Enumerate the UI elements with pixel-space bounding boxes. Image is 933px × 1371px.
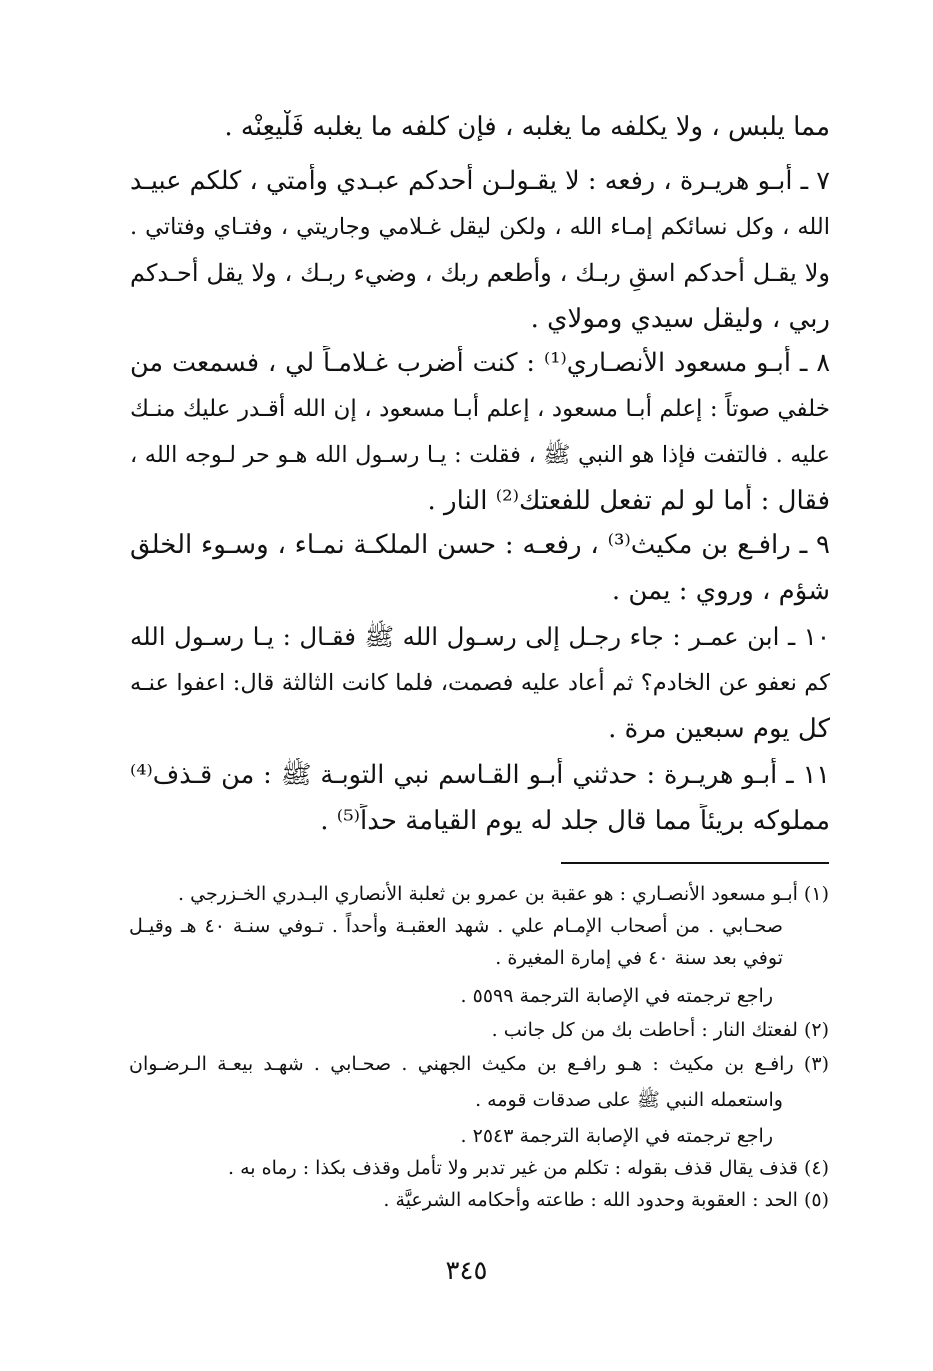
body-line: خلفي صوتاً : إعلم أبـا مسعود ، إعلم أبـا مسعود ، إن الله أقـدر عليك منـك: [130, 396, 830, 422]
body-line: مملوكه بريئاً مما قال جلد له يوم القيامة حداً⁽⁵⁾ .: [320, 806, 830, 836]
footnote-line: (٢) لفعتك النار : أحاطت بك من كل جانب .: [491, 1019, 829, 1041]
body-line: ربي ، وليقل سيدي ومولاي .: [530, 304, 830, 334]
body-line: ٧ ـ أبـو هريـرة ، رفعه : لا يقـولـن أحدكم عبـدي وأمتي ، كلكم عبيـد: [130, 166, 830, 196]
body-line: كم نعفو عن الخادم؟ ثم أعاد عليه فصمت، فلما كانت الثالثة قال: اعفوا عنـه: [130, 670, 830, 696]
footnote-line: راجع ترجمته في الإصابة الترجمة ٥٥٩٩ .: [460, 985, 773, 1007]
footnote-line: (١) أبـو مسعود الأنصـاري : هو عقبة بن عمرو بن ثعلبة الأنصاري البـدري الخـزرجي .: [178, 883, 829, 905]
body-line: شؤم ، وروي : يمن .: [611, 576, 830, 606]
body-line: ولا يقـل أحدكم اسقِ ربـك ، وأطعم ربك ، وضيء ربـك ، ولا يقل أحـدكم: [130, 259, 830, 287]
footnote-separator: [561, 862, 829, 864]
body-line: الله ، وكل نسائكم إمـاء الله ، ولكن ليقل غـلامي وجاريتي ، وفتـاي وفتاتي .: [130, 214, 830, 240]
footnote-line: (٤) قذف يقال قذف بقوله : تكلم من غير تدبر ولا تأمل وقذف بكذا : رماه به .: [228, 1157, 829, 1179]
footnote-line: توفي بعد سنة ٤٠ في إمارة المغيرة .: [495, 947, 783, 969]
footnote-line: (٥) الحد : العقوبة وحدود الله : طاعته وأحكامه الشرعيَّة .: [383, 1189, 829, 1211]
body-line: ٨ ـ أبـو مسعود الأنصـاري⁽¹⁾ : كنت أضرب غـلامـاً لي ، فسمعت من: [130, 348, 830, 378]
footnote-line: (٣) رافـع بن مكيث : هـو رافـع بن مكيث الجهني . صحـابي . شهـد بيعـة الـرضـوان: [129, 1053, 829, 1075]
body-line: مما يلبس ، ولا يكلفه ما يغلبه ، فإن كلفه ما يغلبه فَلْيعِنْه .: [224, 112, 830, 142]
footnote-line: واستعمله النبي ﷺ على صدقات قومه .: [475, 1089, 783, 1111]
body-line: كل يوم سبعين مرة .: [608, 714, 830, 744]
page-number: ٣٤٥: [445, 1256, 488, 1286]
body-line: ١٠ ـ ابن عمـر : جاء رجـل إلى رسـول الله ﷺ فقـال : يـا رسـول الله: [130, 622, 830, 651]
footnote-line: صحـابي . من أصحاب الإمـام علي . شهد العقبـة وأُحداً . تـوفي سنـة ٤٠ هـ وقيـل: [129, 915, 783, 937]
footnote-line: راجع ترجمته في الإصابة الترجمة ٢٥٤٣ .: [460, 1125, 773, 1147]
body-line: فقال : أما لو لم تفعل للفعتك⁽²⁾ النار .: [427, 486, 830, 516]
body-line: ١١ ـ أبـو هريـرة : حدثني أبـو القـاسم نبي التوبـة ﷺ : من قـذف⁽⁴⁾: [130, 760, 830, 790]
body-line: عليه . فالتفت فإذا هو النبي ﷺ ، فقلت : يـا رسـول الله هـو حر لـوجه الله ،: [130, 442, 830, 468]
body-line: ٩ ـ رافـع بن مكيث⁽³⁾ ، رفعـه : حسن الملكـة نمـاء ، وسـوء الخلق: [130, 530, 830, 560]
